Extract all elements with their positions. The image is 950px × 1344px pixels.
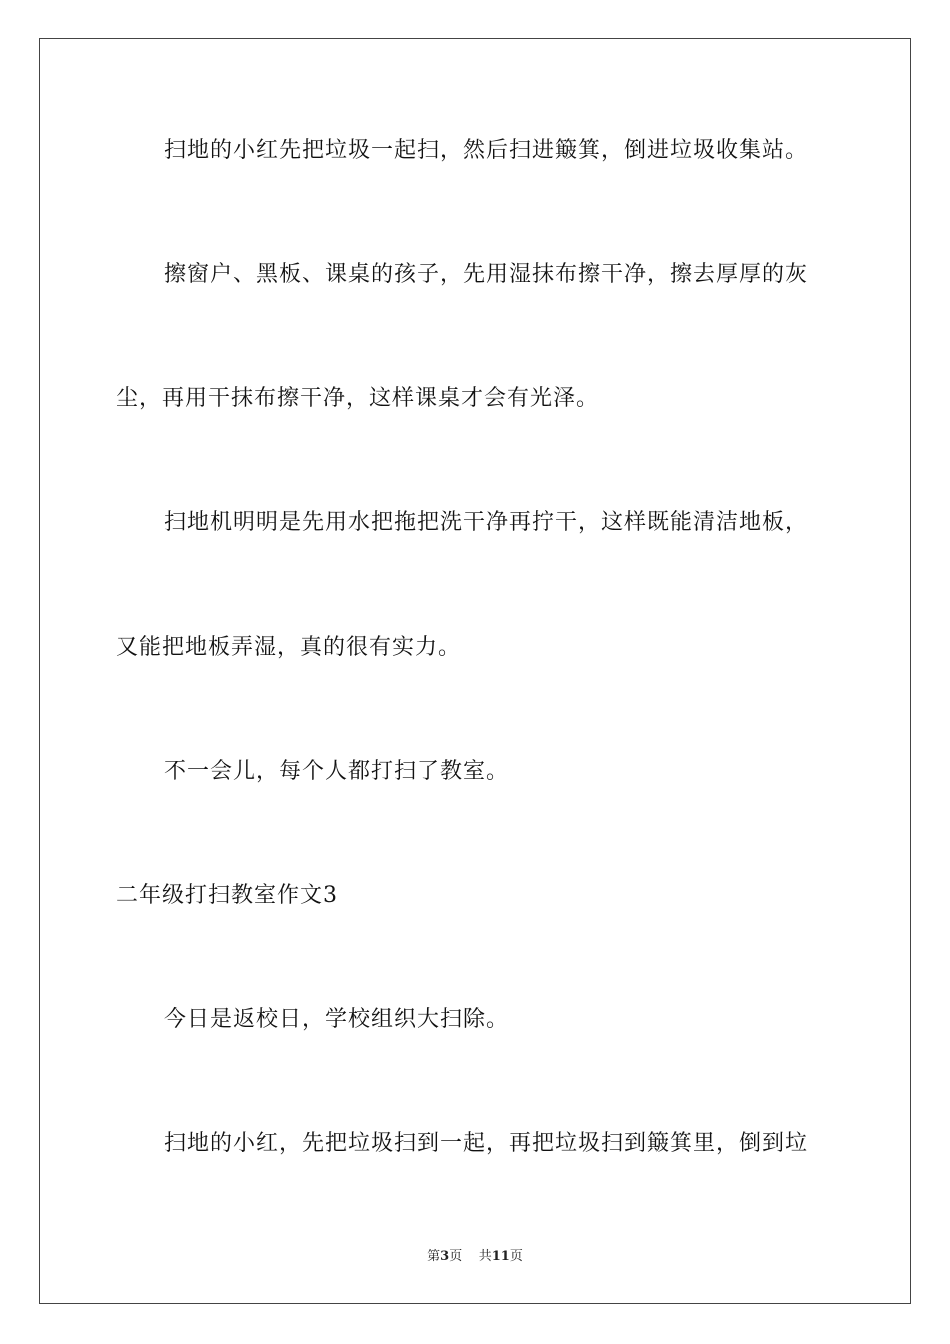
- footer-total-pages: 11: [491, 1249, 510, 1264]
- paragraph-line: 扫地的小红先把垃圾一起扫，然后扫进簸箕，倒进垃圾收集站。: [164, 138, 809, 163]
- paragraph-line: 扫地机明明是先用水把拖把洗干净再拧干，这样既能清洁地板，: [164, 510, 809, 535]
- footer-page-number: 3: [440, 1249, 450, 1264]
- section-heading: 二年级打扫教室作文3: [116, 883, 338, 908]
- paragraph-line: 扫地的小红，先把垃圾扫到一起，再把垃圾扫到簸箕里，倒到垃: [164, 1131, 809, 1156]
- paragraph-line: 又能把地板弄湿，真的很有实力。: [116, 635, 462, 660]
- footer-total-prefix: 共: [478, 1249, 492, 1264]
- paragraph-line: 尘，再用干抹布擦干净，这样课桌才会有光泽。: [116, 386, 600, 411]
- page-border: [39, 38, 911, 1304]
- footer-page-prefix: 第: [427, 1249, 441, 1264]
- paragraph-line: 今日是返校日，学校组织大扫除。: [164, 1007, 510, 1032]
- footer-total-suffix: 页: [509, 1249, 523, 1264]
- paragraph-line: 不一会儿，每个人都打扫了教室。: [164, 759, 510, 784]
- page-footer: [0, 1248, 950, 1266]
- footer-page-suffix: 页: [449, 1249, 463, 1264]
- paragraph-line: 擦窗户、黑板、课桌的孩子，先用湿抹布擦干净，擦去厚厚的灰: [164, 262, 809, 287]
